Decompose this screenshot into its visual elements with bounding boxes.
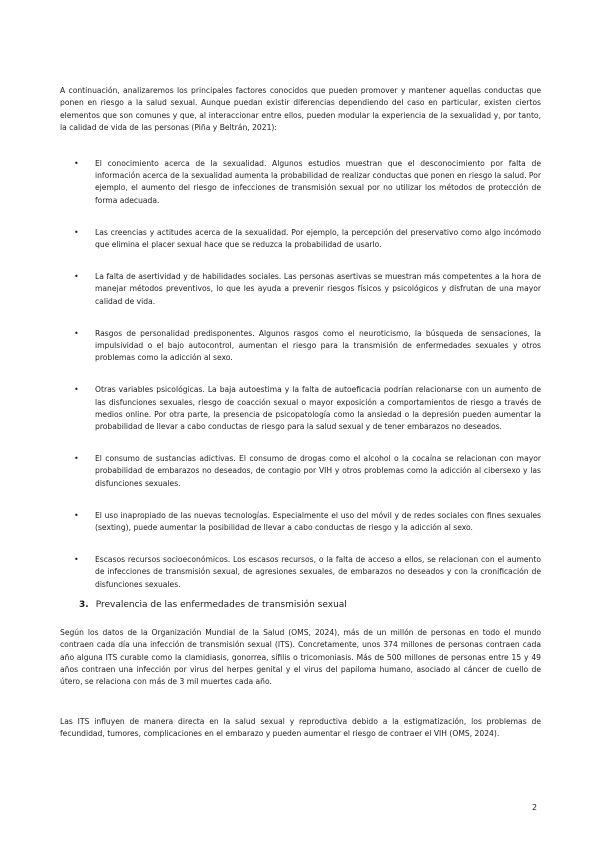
- list-item-text: Rasgos de personalidad predisponentes. Algunos rasgos como el neuroticismo, la búsqueda de sensaciones, la impulsividad o el bajo autocontrol, aumentan el riesgo para la transmisión de enfermedades sexuales y otros problemas como la adicción al sexo.: [95, 328, 541, 363]
- section-title: Prevalencia de las enfermedades de transmisión sexual: [95, 600, 347, 610]
- list-item-text: La falta de asertividad y de habilidades sociales. Las personas asertivas se muestran más competentes a la hora de manejar métodos preventivos, lo que les ayuda a prevenir riesgos físicos y psicológicos y disfrutan de una mayor calidad de vida.: [95, 272, 541, 306]
- section-heading: [79, 599, 347, 611]
- list-item: [74, 328, 541, 365]
- list-item: [74, 384, 541, 433]
- bullet-icon: •: [74, 227, 79, 237]
- prevalence-paragraph: Según los datos de la Organización Mundial de la Salud (OMS, 2024), más de un millón de personas en todo el mundo contraen cada día una infección de transmisión sexual (ITS). Concretamente, unos 374 millones de personas contraen cada año alguna ITS curable como la clamidiasis, gonorrea, sífilis o tricomoniasis. Más de 500 millones de personas entre 15 y 49 años contraen una infección por virus del herpes genital y el virus del papiloma humano, asociado al cáncer de cuello de útero, se relaciona con más de 3 mil muertes cada año.: [60, 628, 541, 687]
- bullet-icon: •: [74, 385, 79, 395]
- bullet-icon: •: [74, 328, 79, 338]
- list-item-text: Escasos recursos socioeconómicos. Los escasos recursos, o la falta de acceso a ellos, se relacionan con el aumento de infecciones de transmisión sexual, de agresiones sexuales, de embarazos no deseados y con la cronificación de disfunciones sexuales.: [95, 555, 541, 589]
- list-item-text: Las creencias y actitudes acerca de la sexualidad. Por ejemplo, la percepción del preservativo como algo incómodo que elimina el placer sexual hace que se reduzca la probabilidad de usarlo.: [95, 227, 541, 250]
- list-item: [74, 227, 541, 251]
- bullet-icon: •: [74, 555, 79, 565]
- bullet-icon: •: [74, 159, 79, 168]
- page-number: 2: [532, 803, 538, 812]
- section-number: 3.: [79, 600, 89, 610]
- list-item-text: El uso inapropiado de las nuevas tecnologías. Especialmente el uso del móvil y de redes sociales con fines sexuales (sexting), puede aumentar la posibilidad de llevar a cabo conductas de riesgo y la adicción al sexo.: [95, 510, 541, 533]
- intro-paragraph: A continuación, analizaremos los principales factores conocidos que pueden promover y mantener aquellas conductas que ponen en riesgo a la salud sexual. Aunque puedan existir diferencias dependiendo del caso en particular, existen ciertos elementos que son comunes y que, al interaccionar entre ellos, pueden modular la experiencia de la sexualidad y, por tanto, la calidad de vida de las personas (Piña y Beltrán, 2021):: [60, 86, 541, 132]
- risk-factor-list: [74, 158, 541, 611]
- list-item-text: Otras variables psicológicas. La baja autoestima y la falta de autoeficacia podrían relacionarse con un aumento de las disfunciones sexuales, riesgo de coacción sexual o mayor exposición a comportamientos de riesgo a través de medios online. Por otra parte, la presencia de psicopatología como la ansiedad o la depresión pueden aumentar la probabilidad de llevar a cabo conductas de riesgo para la salud sexual y de tener embarazos no deseados.: [95, 385, 541, 432]
- bullet-icon: •: [74, 454, 79, 464]
- impact-paragraph: Las ITS influyen de manera directa en la salud sexual y reproductiva debido a la estigmatización, los problemas de fecundidad, tumores, complicaciones en el embarazo y pueden aumentar el riesgo de contraer el VIH (OMS, 2024).: [60, 717, 541, 739]
- bullet-icon: •: [74, 272, 79, 282]
- list-item: [74, 510, 541, 534]
- list-item: [74, 453, 541, 490]
- list-item: [74, 158, 541, 207]
- bullet-icon: •: [74, 510, 79, 520]
- list-item-text: El conocimiento acerca de la sexualidad. Algunos estudios muestran que el desconocimiento por falta de información acerca de la sexualidad aumenta la probabilidad de realizar conductas que ponen en riesgo la salud. Por ejemplo, el aumento del riesgo de infecciones de transmisión sexual por no utilizar los métodos de protección de forma adecuada.: [95, 159, 541, 205]
- list-item: [74, 554, 541, 591]
- list-item-text: El consumo de sustancias adictivas. El consumo de drogas como el alcohol o la cocaína se relacionan con mayor probabilidad de embarazos no deseados, de contagio por VIH y otros problemas como la adicción al cibersexo y las disfunciones sexuales.: [95, 454, 541, 488]
- list-item: [74, 271, 541, 308]
